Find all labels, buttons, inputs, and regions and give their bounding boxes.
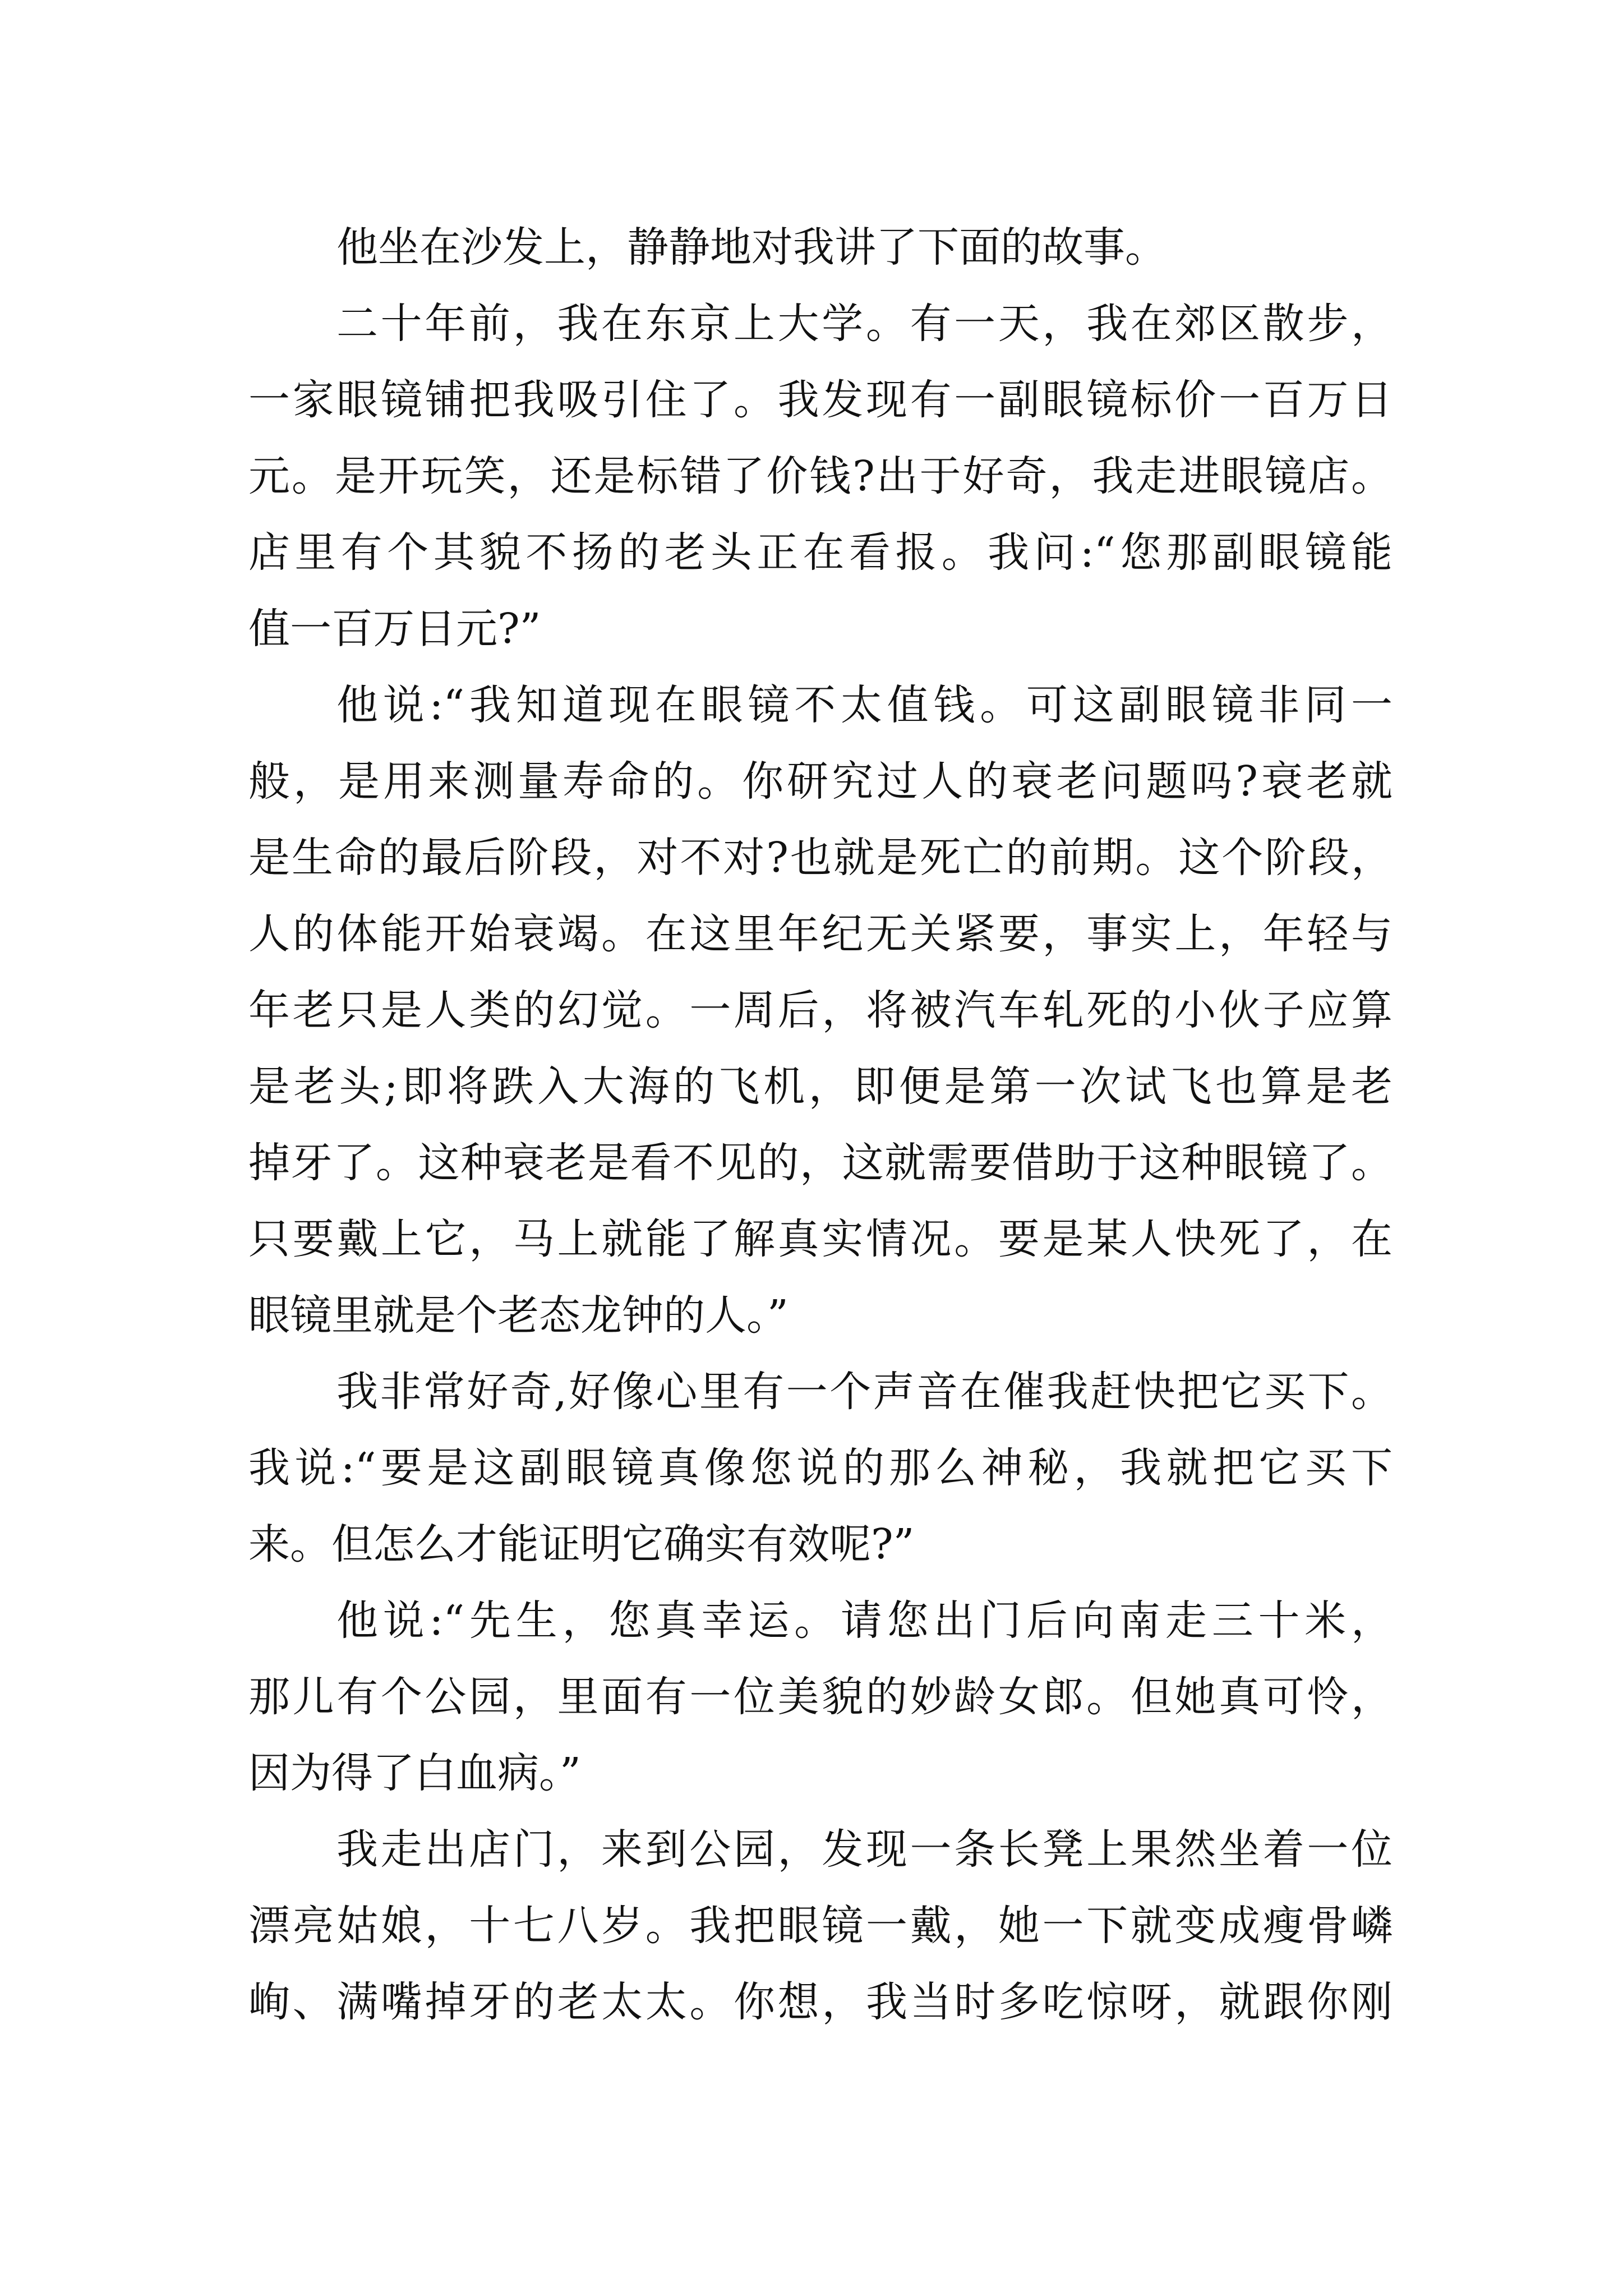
text-line: 一家眼镜铺把我吸引住了。我发现有一副眼镜标价一百万日 xyxy=(248,376,1393,424)
text-line: 峋、满嘴掉牙的老太太。你想，我当时多吃惊呀，就跟你刚 xyxy=(248,1978,1393,2026)
text-line: 人的体能开始衰竭。在这里年纪无关紧要，事实上，年轻与 xyxy=(248,910,1393,958)
text-line: 来。但怎么才能证明它确实有效呢?” xyxy=(248,1520,915,1568)
text-line: 我说:“要是这副眼镜真像您说的那么神秘，我就把它买下 xyxy=(248,1444,1393,1492)
text-line: 年老只是人类的幻觉。一周后，将被汽车轧死的小伙子应算 xyxy=(248,986,1393,1034)
text-line: 他说:“我知道现在眼镜不太值钱。可这副眼镜非同一 xyxy=(336,681,1393,729)
text-line: 店里有个其貌不扬的老头正在看报。我问:“您那副眼镜能 xyxy=(248,528,1393,577)
text-line: 是老头;即将跌入大海的飞机，即便是第一次试飞也算是老 xyxy=(248,1062,1393,1111)
text-line: 眼镜里就是个老态龙钟的人。” xyxy=(248,1291,789,1340)
text-line: 只要戴上它，马上就能了解真实情况。要是某人快死了，在 xyxy=(248,1215,1393,1263)
text-line: 值一百万日元?” xyxy=(248,605,541,653)
text-line: 那儿有个公园，里面有一位美貌的妙龄女郎。但她真可怜， xyxy=(248,1673,1393,1721)
text-line: 他坐在沙发上，静静地对我讲了下面的故事。 xyxy=(336,223,1166,272)
text-line: 我非常好奇,好像心里有一个声音在催我赶快把它买下。 xyxy=(336,1368,1393,1416)
text-line: 元。是开玩笑，还是标错了价钱?出于好奇，我走进眼镜店。 xyxy=(248,452,1393,500)
text-line: 漂亮姑娘，十七八岁。我把眼镜一戴，她一下就变成瘦骨嶙 xyxy=(248,1902,1393,1950)
text-line: 他说:“先生，您真幸运。请您出门后向南走三十米， xyxy=(336,1596,1393,1645)
text-line: 掉牙了。这种衰老是看不见的，这就需要借助于这种眼镜了。 xyxy=(248,1139,1393,1187)
text-line: 二十年前，我在东京上大学。有一天，我在郊区散步， xyxy=(336,300,1393,348)
text-line: 是生命的最后阶段，对不对?也就是死亡的前期。这个阶段， xyxy=(248,834,1393,882)
text-line: 因为得了白血病。” xyxy=(248,1749,581,1797)
text-line: 般，是用来测量寿命的。你研究过人的衰老问题吗?衰老就 xyxy=(248,757,1393,806)
text-line: 我走出店门，来到公园，发现一条长凳上果然坐着一位 xyxy=(336,1825,1393,1874)
